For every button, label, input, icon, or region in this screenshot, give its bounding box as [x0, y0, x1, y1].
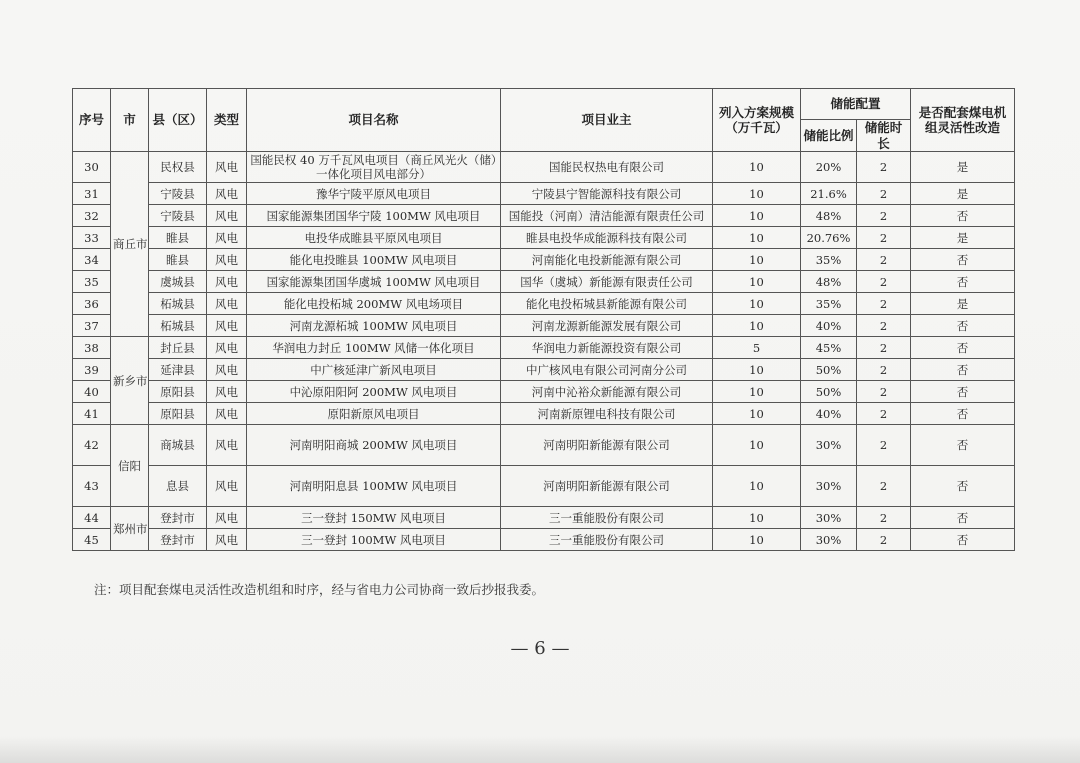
cell-ratio: 20.76%	[801, 227, 857, 249]
cell-name: 豫华宁陵平原风电项目	[247, 183, 501, 205]
cell-county: 睢县	[149, 227, 207, 249]
table-row	[73, 359, 1015, 381]
cell-seq: 43	[73, 466, 111, 507]
cell-scale: 10	[713, 507, 801, 529]
cell-ratio: 21.6%	[801, 183, 857, 205]
table-row	[73, 507, 1015, 529]
table-row	[73, 249, 1015, 271]
cell-city: 郑州市	[111, 507, 149, 551]
cell-seq: 34	[73, 249, 111, 271]
table-row	[73, 227, 1015, 249]
cell-duration: 2	[857, 403, 911, 425]
cell-seq: 45	[73, 529, 111, 551]
cell-coal: 否	[911, 529, 1015, 551]
table-row	[73, 403, 1015, 425]
header-type: 类型	[207, 89, 247, 152]
cell-ratio: 20%	[801, 152, 857, 183]
cell-county: 宁陵县	[149, 205, 207, 227]
cell-scale: 10	[713, 152, 801, 183]
cell-name: 国家能源集团国华宁陵 100MW 风电项目	[247, 205, 501, 227]
cell-scale: 10	[713, 293, 801, 315]
cell-duration: 2	[857, 271, 911, 293]
header-duration: 储能时长	[857, 120, 911, 152]
cell-coal: 否	[911, 359, 1015, 381]
cell-coal: 否	[911, 403, 1015, 425]
cell-owner: 三一重能股份有限公司	[501, 507, 713, 529]
cell-county: 虞城县	[149, 271, 207, 293]
cell-county: 登封市	[149, 507, 207, 529]
cell-ratio: 30%	[801, 425, 857, 466]
cell-name: 河南明阳息县 100MW 风电项目	[247, 466, 501, 507]
table-row	[73, 183, 1015, 205]
cell-coal: 否	[911, 205, 1015, 227]
cell-duration: 2	[857, 466, 911, 507]
cell-coal: 否	[911, 249, 1015, 271]
cell-type: 风电	[207, 466, 247, 507]
cell-type: 风电	[207, 315, 247, 337]
cell-ratio: 40%	[801, 315, 857, 337]
header-ratio: 储能比例	[801, 120, 857, 152]
table-row	[73, 381, 1015, 403]
cell-duration: 2	[857, 183, 911, 205]
cell-duration: 2	[857, 152, 911, 183]
table-row	[73, 425, 1015, 466]
cell-scale: 10	[713, 183, 801, 205]
cell-duration: 2	[857, 205, 911, 227]
header-county: 县（区）	[149, 89, 207, 152]
cell-duration: 2	[857, 359, 911, 381]
cell-owner: 三一重能股份有限公司	[501, 529, 713, 551]
cell-scale: 10	[713, 205, 801, 227]
cell-scale: 10	[713, 381, 801, 403]
cell-owner: 国能民权热电有限公司	[501, 152, 713, 183]
cell-name: 三一登封 150MW 风电项目	[247, 507, 501, 529]
cell-seq: 37	[73, 315, 111, 337]
cell-type: 风电	[207, 293, 247, 315]
cell-county: 息县	[149, 466, 207, 507]
cell-name: 原阳新原风电项目	[247, 403, 501, 425]
header-name: 项目名称	[247, 89, 501, 152]
cell-coal: 是	[911, 183, 1015, 205]
cell-owner: 河南明阳新能源有限公司	[501, 466, 713, 507]
header-seq: 序号	[73, 89, 111, 152]
table-row	[73, 293, 1015, 315]
cell-type: 风电	[207, 249, 247, 271]
cell-owner: 国华（虞城）新能源有限责任公司	[501, 271, 713, 293]
cell-scale: 10	[713, 425, 801, 466]
cell-coal: 是	[911, 293, 1015, 315]
cell-duration: 2	[857, 227, 911, 249]
table-body	[73, 152, 1015, 551]
cell-name: 中广核延津广新风电项目	[247, 359, 501, 381]
cell-scale: 10	[713, 249, 801, 271]
cell-seq: 31	[73, 183, 111, 205]
cell-owner: 能化电投柘城县新能源有限公司	[501, 293, 713, 315]
cell-county: 睢县	[149, 249, 207, 271]
table-row	[73, 205, 1015, 227]
cell-seq: 40	[73, 381, 111, 403]
cell-ratio: 30%	[801, 466, 857, 507]
cell-ratio: 50%	[801, 359, 857, 381]
cell-type: 风电	[207, 529, 247, 551]
page-number: — 6 —	[510, 638, 570, 659]
cell-county: 柘城县	[149, 293, 207, 315]
cell-coal: 否	[911, 315, 1015, 337]
cell-duration: 2	[857, 425, 911, 466]
cell-coal: 是	[911, 227, 1015, 249]
cell-scale: 5	[713, 337, 801, 359]
cell-type: 风电	[207, 205, 247, 227]
cell-city: 商丘市	[111, 152, 149, 337]
cell-coal: 否	[911, 381, 1015, 403]
cell-duration: 2	[857, 337, 911, 359]
cell-owner: 华润电力新能源投资有限公司	[501, 337, 713, 359]
cell-seq: 39	[73, 359, 111, 381]
cell-name: 中沁原阳阳阿 200MW 风电项目	[247, 381, 501, 403]
cell-city: 新乡市	[111, 337, 149, 425]
cell-name: 能化电投睢县 100MW 风电项目	[247, 249, 501, 271]
cell-type: 风电	[207, 381, 247, 403]
cell-ratio: 50%	[801, 381, 857, 403]
cell-ratio: 48%	[801, 205, 857, 227]
cell-scale: 10	[713, 403, 801, 425]
cell-duration: 2	[857, 507, 911, 529]
cell-type: 风电	[207, 337, 247, 359]
cell-coal: 否	[911, 425, 1015, 466]
cell-county: 封丘县	[149, 337, 207, 359]
header-city: 市	[111, 89, 149, 152]
cell-owner: 河南明阳新能源有限公司	[501, 425, 713, 466]
cell-duration: 2	[857, 249, 911, 271]
cell-duration: 2	[857, 293, 911, 315]
cell-coal: 否	[911, 466, 1015, 507]
cell-duration: 2	[857, 381, 911, 403]
cell-name: 国家能源集团国华虞城 100MW 风电项目	[247, 271, 501, 293]
cell-seq: 33	[73, 227, 111, 249]
table-row	[73, 529, 1015, 551]
cell-county: 民权县	[149, 152, 207, 183]
cell-owner: 河南龙源新能源发展有限公司	[501, 315, 713, 337]
cell-coal: 否	[911, 507, 1015, 529]
cell-ratio: 30%	[801, 507, 857, 529]
cell-seq: 36	[73, 293, 111, 315]
table-row	[73, 315, 1015, 337]
cell-owner: 睢县电投华成能源科技有限公司	[501, 227, 713, 249]
cell-type: 风电	[207, 227, 247, 249]
cell-scale: 10	[713, 359, 801, 381]
cell-name: 河南明阳商城 200MW 风电项目	[247, 425, 501, 466]
cell-county: 商城县	[149, 425, 207, 466]
cell-seq: 30	[73, 152, 111, 183]
cell-ratio: 48%	[801, 271, 857, 293]
table-row	[73, 152, 1015, 183]
cell-ratio: 30%	[801, 529, 857, 551]
cell-scale: 10	[713, 466, 801, 507]
cell-county: 延津县	[149, 359, 207, 381]
cell-name: 华润电力封丘 100MW 风储一体化项目	[247, 337, 501, 359]
cell-type: 风电	[207, 183, 247, 205]
cell-coal: 否	[911, 271, 1015, 293]
cell-scale: 10	[713, 529, 801, 551]
cell-county: 登封市	[149, 529, 207, 551]
cell-name: 能化电投柘城 200MW 风电场项目	[247, 293, 501, 315]
header-scale: 列入方案规模（万千瓦）	[713, 89, 801, 152]
cell-type: 风电	[207, 271, 247, 293]
cell-owner: 河南新原锂电科技有限公司	[501, 403, 713, 425]
cell-seq: 41	[73, 403, 111, 425]
cell-city: 信阳	[111, 425, 149, 507]
cell-county: 柘城县	[149, 315, 207, 337]
cell-county: 宁陵县	[149, 183, 207, 205]
cell-name: 电投华成睢县平原风电项目	[247, 227, 501, 249]
header-storage: 储能配置	[801, 89, 911, 120]
cell-seq: 32	[73, 205, 111, 227]
cell-type: 风电	[207, 507, 247, 529]
cell-seq: 38	[73, 337, 111, 359]
cell-coal: 是	[911, 152, 1015, 183]
cell-scale: 10	[713, 315, 801, 337]
cell-name: 河南龙源柘城 100MW 风电项目	[247, 315, 501, 337]
cell-owner: 河南能化电投新能源有限公司	[501, 249, 713, 271]
cell-scale: 10	[713, 271, 801, 293]
table-row	[73, 466, 1015, 507]
cell-type: 风电	[207, 152, 247, 183]
cell-duration: 2	[857, 315, 911, 337]
cell-seq: 44	[73, 507, 111, 529]
cell-name: 国能民权 40 万千瓦风电项目（商丘风光火（储）一体化项目风电部分）	[247, 152, 501, 183]
cell-county: 原阳县	[149, 403, 207, 425]
cell-owner: 河南中沁裕众新能源有限公司	[501, 381, 713, 403]
cell-seq: 42	[73, 425, 111, 466]
cell-type: 风电	[207, 359, 247, 381]
cell-owner: 宁陵县宁智能源科技有限公司	[501, 183, 713, 205]
cell-name: 三一登封 100MW 风电项目	[247, 529, 501, 551]
cell-seq: 35	[73, 271, 111, 293]
cell-county: 原阳县	[149, 381, 207, 403]
table-row	[73, 271, 1015, 293]
cell-ratio: 40%	[801, 403, 857, 425]
cell-scale: 10	[713, 227, 801, 249]
cell-ratio: 45%	[801, 337, 857, 359]
header-coal: 是否配套煤电机组灵活性改造	[911, 89, 1015, 152]
project-table	[72, 88, 1015, 551]
cell-type: 风电	[207, 425, 247, 466]
table-header	[73, 89, 1015, 152]
cell-owner: 中广核风电有限公司河南分公司	[501, 359, 713, 381]
header-owner: 项目业主	[501, 89, 713, 152]
footnote: 注：项目配套煤电灵活性改造机组和时序，经与省电力公司协商一致后抄报我委。	[94, 582, 545, 597]
cell-owner: 国能投（河南）清洁能源有限责任公司	[501, 205, 713, 227]
scan-shadow	[0, 736, 1080, 763]
cell-ratio: 35%	[801, 249, 857, 271]
cell-duration: 2	[857, 529, 911, 551]
cell-type: 风电	[207, 403, 247, 425]
cell-coal: 否	[911, 337, 1015, 359]
cell-ratio: 35%	[801, 293, 857, 315]
table-row	[73, 337, 1015, 359]
